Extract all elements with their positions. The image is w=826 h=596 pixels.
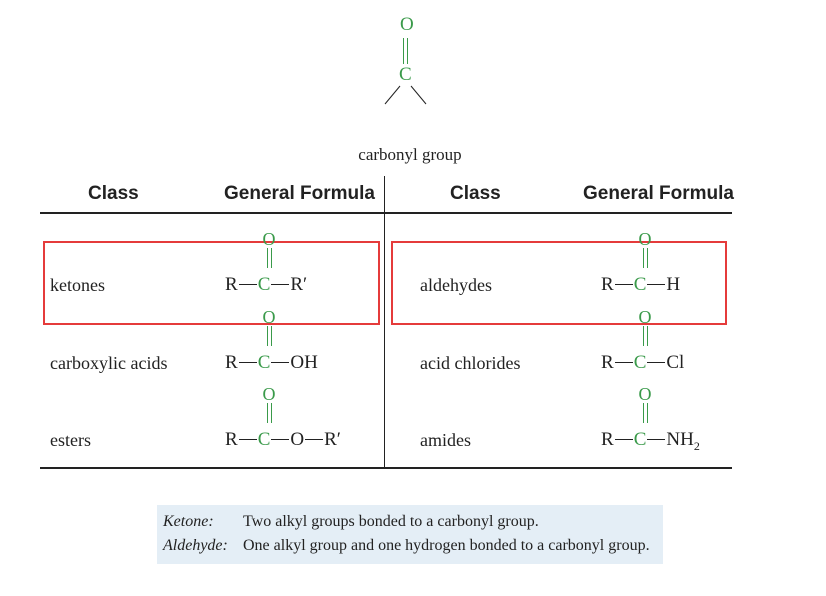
double-bond xyxy=(643,403,648,423)
formula-tail: H xyxy=(666,274,681,295)
formula-r: R xyxy=(225,274,238,295)
formula-tail: NH xyxy=(666,429,694,450)
single-bond xyxy=(305,439,323,440)
single-bond xyxy=(271,284,289,285)
double-bond xyxy=(267,403,272,423)
single-bond xyxy=(239,284,257,285)
carboxylic-carbonyl-oxygen xyxy=(262,308,276,346)
single-bond xyxy=(647,439,665,440)
single-bond xyxy=(239,362,257,363)
aldehyde-carbonyl-oxygen xyxy=(638,230,652,268)
definition-term: Ketone: xyxy=(163,513,214,530)
class-esters: esters xyxy=(50,430,91,450)
formula-carbon: C xyxy=(633,274,647,295)
formula-esters xyxy=(225,429,341,451)
oxygen-label: O xyxy=(262,229,276,249)
single-bond xyxy=(615,362,633,363)
formula-r: R xyxy=(225,352,238,373)
double-bond xyxy=(267,326,272,346)
formula-oxygen: O xyxy=(290,429,305,450)
formula-acid-chlorides xyxy=(601,352,684,374)
formula-ketones xyxy=(225,274,307,296)
carbonyl-group-diagram xyxy=(378,8,438,108)
formula-r: R xyxy=(601,274,614,295)
single-bond xyxy=(647,284,665,285)
formula-tail: R′ xyxy=(290,274,308,295)
oxygen-label: O xyxy=(638,384,652,404)
amide-carbonyl-oxygen xyxy=(638,385,652,423)
formula-r: R xyxy=(601,352,614,373)
formula-tail: R′ xyxy=(324,429,341,450)
formula-tail: OH xyxy=(290,352,318,373)
formula-subscript: 2 xyxy=(693,438,700,453)
oxygen-label: O xyxy=(638,229,652,249)
oxygen-label: O xyxy=(638,307,652,327)
formula-aldehydes xyxy=(601,274,680,296)
oxygen-label: O xyxy=(262,307,276,327)
acid-chloride-carbonyl-oxygen xyxy=(638,308,652,346)
carbonyl-single-bonds xyxy=(378,84,438,114)
class-carboxylic-acids: carboxylic acids xyxy=(50,353,168,373)
ester-carbonyl-oxygen xyxy=(262,385,276,423)
carbonyl-carbon: C xyxy=(399,64,412,85)
single-bond xyxy=(615,439,633,440)
single-bond xyxy=(647,362,665,363)
table-top-rule xyxy=(40,212,732,214)
class-ketones: ketones xyxy=(50,275,105,295)
definition-term: Aldehyde: xyxy=(163,537,228,554)
header-formula-left: General Formula xyxy=(224,183,375,204)
double-bond xyxy=(643,326,648,346)
single-bond xyxy=(615,284,633,285)
carbonyl-oxygen: O xyxy=(400,14,414,35)
class-amides: amides xyxy=(420,430,471,450)
header-class-left: Class xyxy=(88,183,139,204)
table-column-divider xyxy=(384,176,385,467)
double-bond xyxy=(267,248,272,268)
header-formula-right: General Formula xyxy=(583,183,734,204)
table-bottom-rule xyxy=(40,467,732,469)
header-class-right: Class xyxy=(450,183,501,204)
formula-r: R xyxy=(601,429,614,450)
formula-carbon: C xyxy=(633,352,647,373)
definitions-box xyxy=(157,505,663,564)
oxygen-label: O xyxy=(262,384,276,404)
definition-text: One alkyl group and one hydrogen bonded to a carbonyl group. xyxy=(243,537,650,554)
carbonyl-double-bond xyxy=(403,38,408,64)
formula-tail: Cl xyxy=(666,352,685,373)
formula-carbon: C xyxy=(257,429,271,450)
class-aldehydes: aldehydes xyxy=(420,275,492,295)
single-bond xyxy=(239,439,257,440)
formula-carboxylic-acids xyxy=(225,352,318,374)
single-bond xyxy=(271,439,289,440)
formula-r: R xyxy=(225,429,238,450)
formula-carbon: C xyxy=(257,352,271,373)
definition-text: Two alkyl groups bonded to a carbonyl group. xyxy=(243,513,539,530)
formula-carbon: C xyxy=(633,429,647,450)
definition-ketone xyxy=(163,513,539,531)
formula-carbon: C xyxy=(257,274,271,295)
carbonyl-caption: carbonyl group xyxy=(358,145,462,164)
definition-aldehyde xyxy=(163,537,650,555)
class-acid-chlorides: acid chlorides xyxy=(420,353,521,373)
double-bond xyxy=(643,248,648,268)
formula-amides xyxy=(601,429,700,454)
single-bond xyxy=(271,362,289,363)
ketone-carbonyl-oxygen xyxy=(262,230,276,268)
